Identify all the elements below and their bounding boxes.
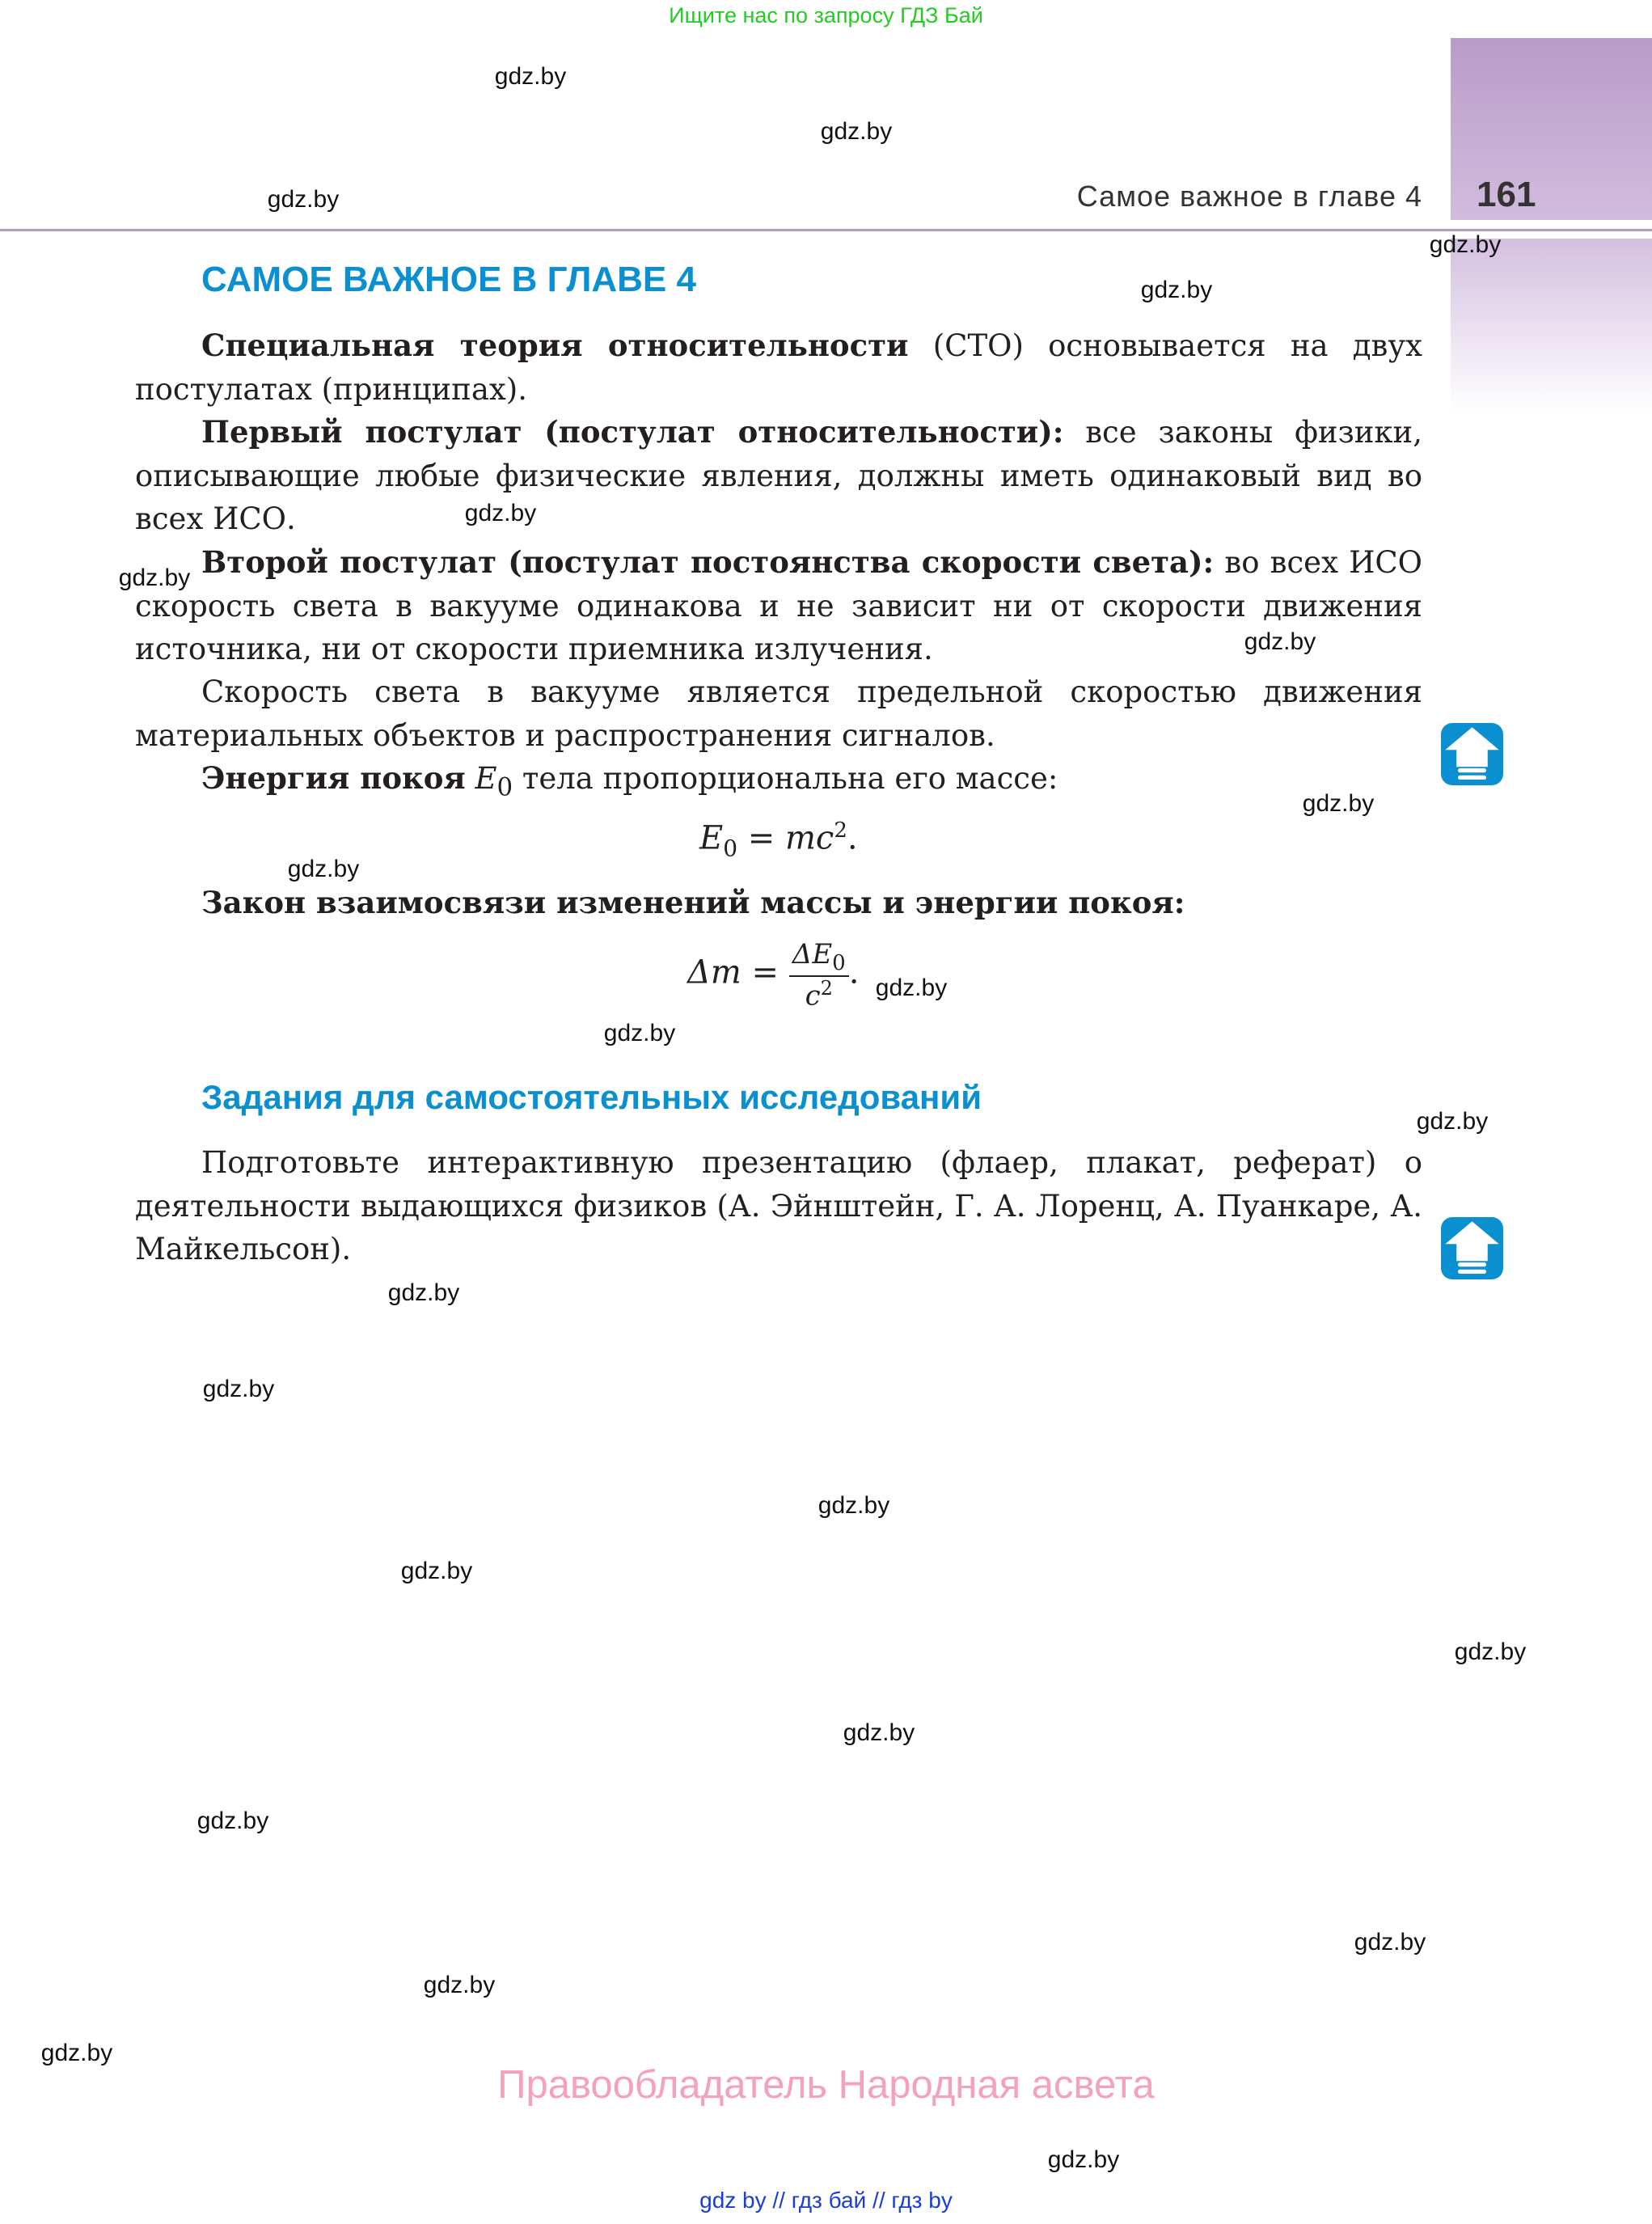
watermark: gdz.by [1354,1929,1426,1956]
watermark: gdz.by [1454,1638,1527,1665]
watermark: gdz.by [423,1972,496,1998]
f-eq: = [737,819,785,857]
watermark: gdz.by [1302,790,1375,817]
term: Энергия покоя [201,760,466,796]
paragraph-second-postulate [135,541,1422,671]
watermark: gdz.by [387,1279,460,1306]
num-sub: 0 [832,950,846,975]
denominator [805,977,833,1012]
watermark: gdz.by [40,2040,113,2066]
den-sup: 2 [820,976,833,1000]
watermark: gdz.by [818,1492,890,1519]
subscript: 0 [496,772,513,802]
paragraph-sto [135,324,1422,411]
text: тела пропорциональна его массе: [513,761,1058,796]
text: все законы физики, описывающие любые физические явления, должны иметь одинаковый вид во всех ИСО. [135,415,1422,536]
formula-rest-energy [699,818,858,861]
paragraph-law [135,882,1422,925]
f-lhs: Δm [687,953,741,991]
watermark: gdz.by [1416,1108,1489,1135]
watermark: gdz.by [287,856,360,882]
watermark: gdz.by [820,118,893,145]
watermark: gdz.by [196,1808,269,1834]
watermark: gdz.by [494,63,567,90]
f-end: . [847,819,858,857]
site-links[interactable]: gdz by // гдз бай // гдз by [699,2188,953,2213]
term: Специальная теория относительности [201,328,909,363]
watermark: gdz.by [843,1719,915,1746]
watermark: gdz.by [464,500,537,526]
search-banner: Ищите нас по запросу ГДЗ Бай [669,3,983,27]
watermark: gdz.by [1429,231,1502,258]
f-sub: 0 [723,835,738,862]
f-end: . [848,953,860,991]
f-sup: 2 [834,818,847,843]
f-eq: = [741,953,789,991]
formula-mass-energy [687,938,859,1012]
watermark: gdz.by [400,1558,473,1584]
term: Первый постулат (постулат относительности): [201,414,1064,450]
watermark: gdz.by [603,1020,676,1046]
fraction [789,938,849,1012]
section-title: Задания для самостоятельных исследований [201,1078,982,1116]
text: во всех ИСО скорость света в вакууме одинакова и не зависит ни от скорости движения источника, ни от скорости приемника излучения. [135,545,1422,666]
watermark: gdz.by [875,975,948,1001]
watermark: gdz.by [118,564,191,591]
f-rhs: mc [784,819,834,857]
num-text: ΔE [792,938,833,970]
symbol: E [475,761,497,796]
watermark: gdz.by [1047,2146,1120,2173]
paragraph-rest-energy [135,757,1422,810]
term: Второй постулат (постулат постоянства скорости света): [201,544,1215,580]
watermark: gdz.by [202,1376,275,1402]
page-number: 161 [1477,175,1536,214]
watermark: gdz.by [267,186,340,213]
term: Закон взаимосвязи изменений массы и энергии покоя: [201,885,1185,920]
text: (СТО) основывается на двух постулатах (принципах). [135,328,1422,407]
f-lhs: E [699,819,724,857]
watermark: gdz.by [1244,628,1316,655]
page-title: САМОЕ ВАЖНОЕ В ГЛАВЕ 4 [201,260,696,299]
copyright-footer: Правообладатель Народная асвета [497,2063,1155,2107]
upload-arrow-icon[interactable] [1441,1217,1503,1279]
page-tab-band-fade [1451,239,1652,412]
header-divider [0,229,1652,231]
paragraph-task: Подготовьте интерактивную презентацию (флаер, плакат, реферат) о деятельности выдающихся физиков (А. Эйнштейн, Г. А. Лоренц, А. Пуанкаре, А. Майкельсон). [135,1145,1422,1266]
running-title: Самое важное в главе 4 [1076,180,1422,213]
paragraph-first-postulate [135,411,1422,541]
upload-arrow-icon[interactable] [1441,723,1503,785]
watermark: gdz.by [1140,277,1213,303]
den-text: c [805,979,821,1013]
numerator [789,938,849,977]
paragraph-light-speed: Скорость света в вакууме является предельной скоростью движения материальных объектов и распространения сигналов. [135,674,1422,753]
